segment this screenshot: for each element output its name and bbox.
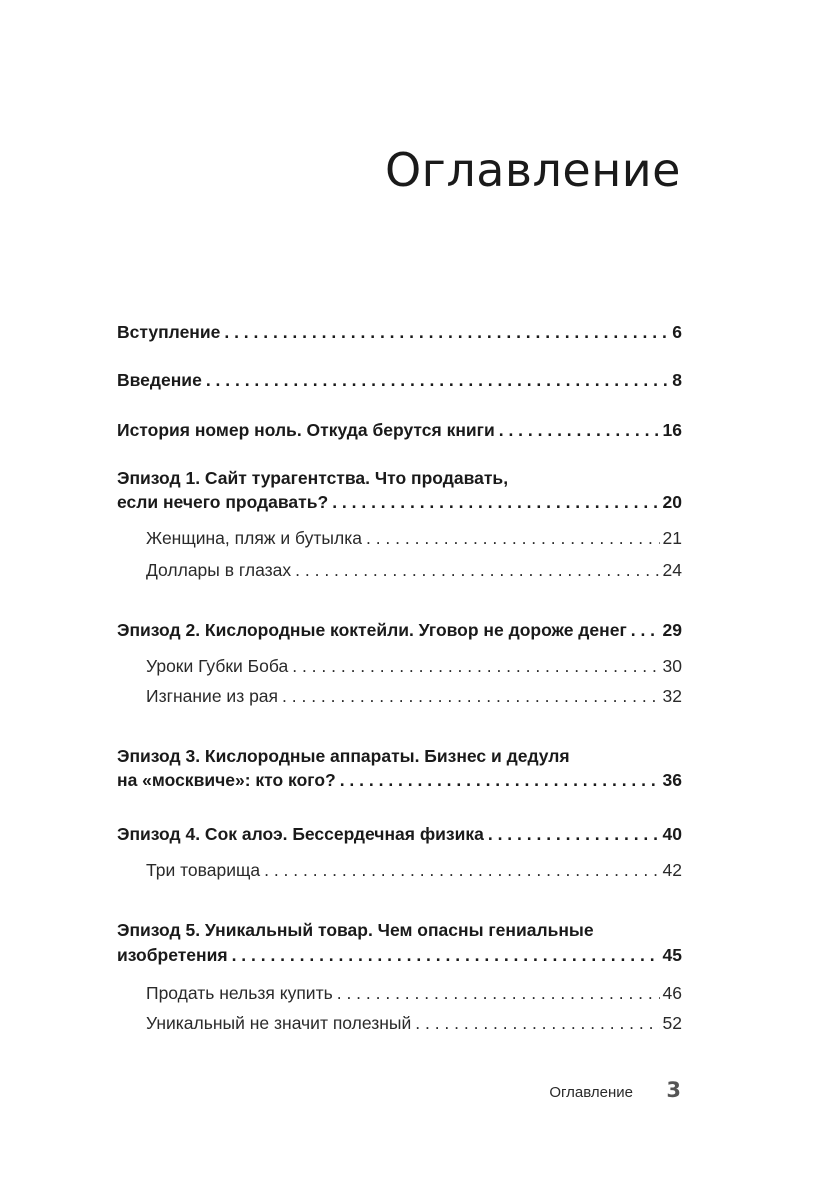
toc-entry[interactable]: [117, 943, 682, 968]
dot-leader: [415, 1011, 659, 1036]
toc-entry-title: если нечего продавать?: [117, 492, 329, 512]
toc-subentry-page: 32: [662, 686, 682, 706]
toc-subentry-title: Женщина, пляж и бутылка: [146, 528, 362, 548]
toc-entry[interactable]: [117, 368, 682, 393]
dot-leader: [366, 526, 660, 551]
toc-entry-title: на «москвиче»: кто кого?: [117, 770, 336, 790]
page-number: 3: [666, 1078, 681, 1102]
toc-subentry[interactable]: [117, 526, 682, 551]
dot-leader: [631, 618, 660, 643]
page-title: Оглавление: [384, 142, 681, 197]
toc-subentry-page: 21: [662, 528, 682, 548]
toc-entry-title: Введение: [117, 370, 202, 390]
toc-entry-page: 16: [662, 420, 682, 440]
dot-leader: [337, 981, 660, 1006]
toc-subentry-title: Изгнание из рая: [146, 686, 279, 706]
toc-subentry-title: Уникальный не значит полезный: [146, 1013, 412, 1033]
toc-subentry-title: Три товарища: [146, 860, 261, 880]
toc-subentry-page: 46: [662, 983, 682, 1003]
toc-subentry[interactable]: [117, 654, 682, 679]
toc-entry[interactable]: [117, 618, 682, 643]
toc-entry-title: изобретения: [117, 945, 228, 965]
toc-entry-page: 20: [662, 492, 682, 512]
dot-leader: [206, 368, 669, 393]
toc-entry-page: 45: [662, 945, 682, 965]
dot-leader: [488, 822, 660, 847]
toc-subentry-title: Доллары в глазах: [146, 560, 292, 580]
toc-entry-page: 29: [662, 620, 682, 640]
running-footer-label: Оглавление: [549, 1084, 633, 1101]
toc-entry[interactable]: [117, 320, 682, 345]
toc-entry-page: 6: [672, 322, 682, 342]
toc-entry-title-line[interactable]: Эпизод 1. Сайт турагентства. Что продавать,: [117, 468, 509, 488]
toc-subentry[interactable]: [117, 981, 682, 1006]
toc-entry[interactable]: [117, 768, 682, 793]
dot-leader: [340, 768, 660, 793]
toc-entry-page: 8: [672, 370, 682, 390]
toc-subentry-page: 24: [662, 560, 682, 580]
toc-subentry[interactable]: [117, 684, 682, 709]
toc-subentry-title: Уроки Губки Боба: [146, 656, 289, 676]
dot-leader: [332, 490, 659, 515]
toc-subentry-title: Продать нельзя купить: [146, 983, 333, 1003]
toc-entry-title-line[interactable]: Эпизод 3. Кислородные аппараты. Бизнес и дедуля: [117, 746, 570, 766]
dot-leader: [292, 654, 659, 679]
toc-subentry-page: 42: [662, 860, 682, 880]
toc-subentry[interactable]: [117, 1011, 682, 1036]
toc-entry[interactable]: [117, 418, 682, 443]
toc-subentry[interactable]: [117, 558, 682, 583]
toc-subentry[interactable]: [117, 858, 682, 883]
dot-leader: [232, 943, 660, 968]
toc-entry-title: История номер ноль. Откуда берутся книги: [117, 420, 495, 440]
dot-leader: [295, 558, 659, 583]
toc-entry[interactable]: [117, 822, 682, 847]
toc-subentry-page: 52: [662, 1013, 682, 1033]
toc-entry-title: Эпизод 4. Сок алоэ. Бессердечная физика: [117, 824, 484, 844]
toc-entry-page: 40: [662, 824, 682, 844]
toc-entry-title: Эпизод 2. Кислородные коктейли. Уговор не дороже денег: [117, 620, 627, 640]
toc-entry-title: Вступление: [117, 322, 221, 342]
dot-leader: [282, 684, 660, 709]
toc-entry[interactable]: [117, 490, 682, 515]
dot-leader: [224, 320, 669, 345]
toc-entry-title-line[interactable]: Эпизод 5. Уникальный товар. Чем опасны гениальные: [117, 920, 594, 940]
toc-entry-page: 36: [662, 770, 682, 790]
dot-leader: [499, 418, 660, 443]
dot-leader: [264, 858, 659, 883]
toc-subentry-page: 30: [662, 656, 682, 676]
